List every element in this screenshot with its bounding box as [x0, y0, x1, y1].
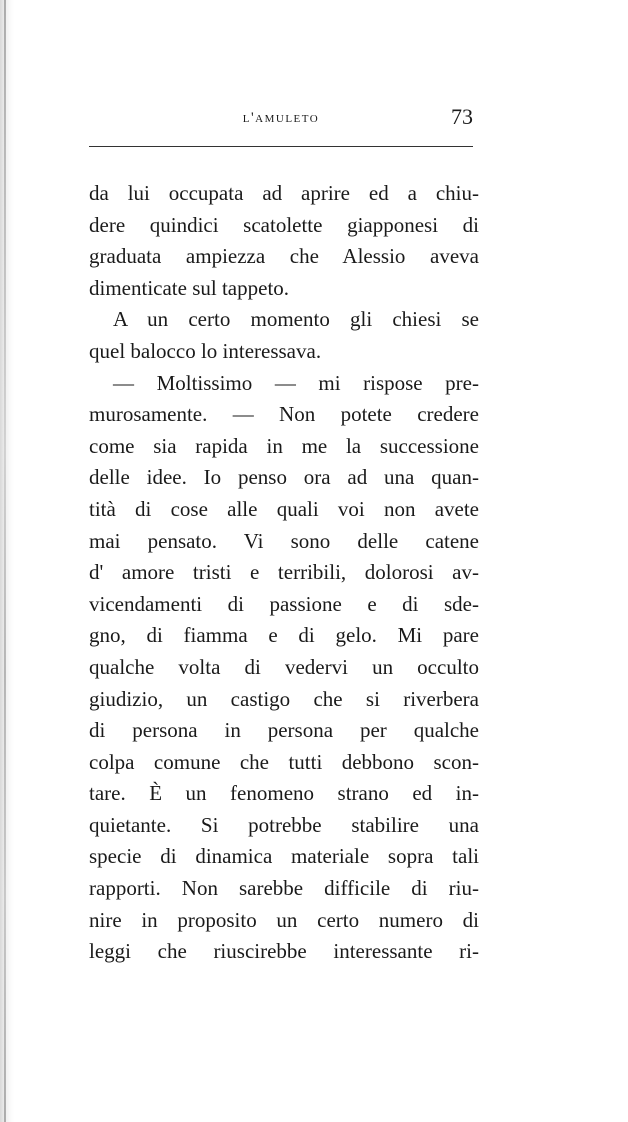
text-line: qualche volta di vedervi un occulto	[89, 654, 479, 679]
running-title: l'amuleto	[242, 110, 320, 126]
text-line: tità di cose alle quali voi non avete	[89, 496, 479, 521]
text-line: nire in proposito un certo numero di	[89, 907, 479, 932]
text-line: da lui occupata ad aprire ed a chiu-	[89, 181, 479, 205]
text-line: dimenticate sul tappeto.	[89, 275, 290, 300]
body-text	[89, 178, 479, 968]
page-edge-shadow	[0, 0, 14, 1122]
text-line: tare. È un fenomeno strano ed in-	[89, 781, 479, 806]
text-line: rapporti. Non sarebbe difficile di riu-	[89, 876, 479, 901]
text-line: dere quindici scatolette giapponesi di	[89, 212, 479, 237]
header-rule	[89, 146, 473, 147]
text-line: colpa comune che tutti debbono scon-	[89, 749, 479, 774]
text-line: leggi che riuscirebbe interessante ri-	[89, 939, 479, 964]
text-line: quel balocco lo interessava.	[89, 338, 322, 363]
text-line: A un certo momento gli chiesi se	[113, 307, 479, 332]
text-line: quietante. Si potrebbe stabilire una	[89, 812, 479, 837]
text-line: mai pensato. Vi sono delle catene	[89, 528, 479, 553]
page-number: 73	[451, 104, 473, 129]
page-header	[89, 104, 473, 134]
text-line: graduata ampiezza che Alessio aveva	[89, 244, 479, 269]
text-line: come sia rapida in me la successione	[89, 433, 479, 458]
text-line: gno, di fiamma e di gelo. Mi pare	[89, 623, 479, 648]
text-line: vicendamenti di passione e di sde-	[89, 591, 479, 616]
text-line: delle idee. Io penso ora ad una quan-	[89, 465, 479, 490]
text-line: — Moltissimo — mi rispose pre-	[113, 370, 479, 395]
page-binding-edge	[4, 0, 6, 1122]
text-line: d' amore tristi e terribili, dolorosi av-	[89, 560, 479, 585]
text-line: murosamente. — Non potete credere	[89, 402, 479, 427]
text-line: giudizio, un castigo che si riverbera	[89, 686, 479, 711]
text-line: specie di dinamica materiale sopra tali	[89, 844, 479, 869]
text-line: di persona in persona per qualche	[89, 718, 479, 743]
